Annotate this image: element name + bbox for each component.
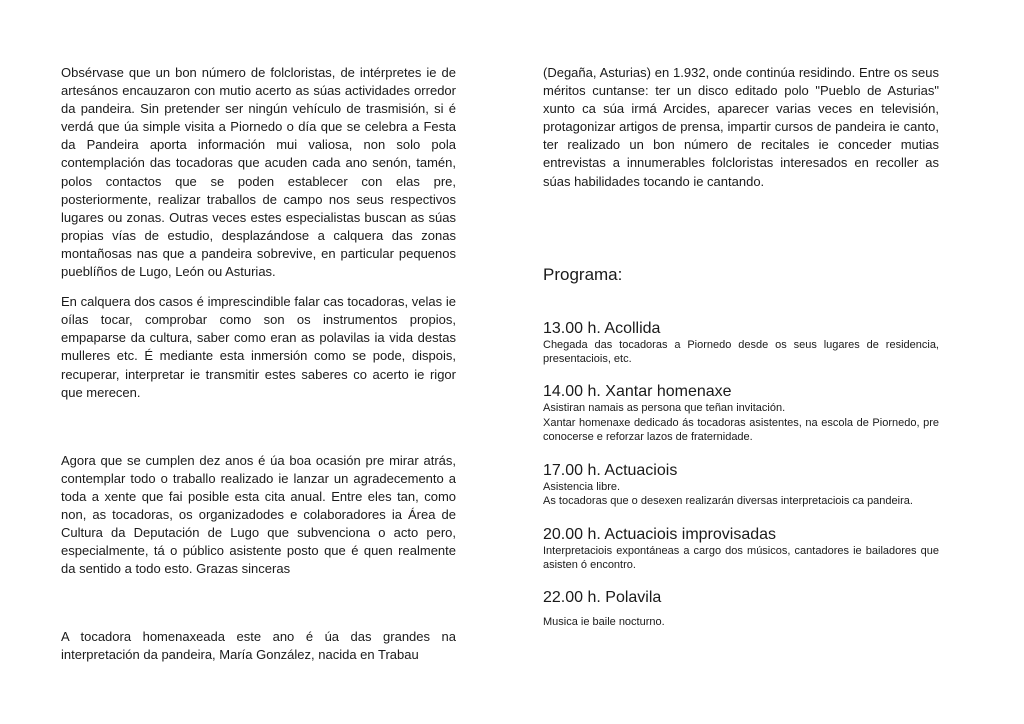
event-description: Asistencia libre. — [543, 480, 621, 493]
event-title: 17.00 h. Actuaciois — [543, 461, 678, 479]
left-column — [61, 64, 456, 665]
event-acollida — [543, 319, 939, 367]
paragraph-biografia: (Degaña, Asturias) en 1.932, onde continúa residindo. Entre os seus méritos cuntanse: ter un disco editado polo "Pueblo de Asturias" xunto ca súa irmá Arcides, aparecer varias veces en televisión, protagonizar artigos de prensa, impartir cursos de pandeira ie canto, ter realizado un bon número de recitales ie conceder mutias entrevistas a innumerables folcloristas interesados en recoller as súas habilidades tocando ie cantando. — [543, 65, 939, 189]
paragraph-folcloristas: Obsérvase que un bon número de folcloristas, de intérpretes ie de artesános encauzaron con mutio acerto as súas actividades orredor da pandeira. Sin pretender ser ningún vehículo de trasmisión, si é verdá que úa simple visita a Piornedo o día que se celebra a Festa da Pandeira aporta información mui valiosa, non solo pola contemplación das tocadoras que acuden cada ano senón, tamén, polos contactos que se poden establecer con elas pre, posteriormente, realizar traballos de campo nos seus respectivos lugares ou zonas. Outras veces estes especialistas buscan as súas propias vías de estudio, desplazándose a calquera das zonas montañosas nas que a pandeira sobrevive, en particular pequenos pueblíños de Lugo, León ou Asturias. — [61, 65, 456, 280]
event-title: 20.00 h. Actuaciois improvisadas — [543, 525, 777, 543]
paragraph-tocadoras: En calquera dos casos é imprescindible falar cas tocadoras, velas ie oílas tocar, comprobar como son os instrumentos propios, empaparse da cultura, saber como eran as polavilas ia vida destas mulleres etc. É mediante esta inmersión como se pode, dispois, recuperar, interpretar ie transmitir estes saberes co acerto ie rigor que merecen. — [61, 294, 456, 400]
event-xantar-homenaxe — [543, 382, 939, 444]
event-title: 22.00 h. Polavila — [543, 589, 662, 607]
paragraph-homenaxeada: A tocadora homenaxeada este ano é úa das grandes na interpretación da pandeira, María González, nacida en Trabau — [61, 629, 456, 663]
event-description: Chegada das tocadoras a Piornedo desde os seus lugares de residencia, presentaciois, etc. — [543, 338, 939, 366]
event-description: Interpretaciois expontáneas a cargo dos músicos, cantadores ie bailadores que asisten ó encontro. — [543, 544, 939, 571]
event-actuaciois-improvisadas — [543, 525, 939, 573]
event-description: Musica ie baile nocturno. — [543, 616, 665, 629]
event-description: Xantar homenaxe dedicado ás tocadoras asistentes, na escola de Piornedo, pre conocerse e reforzar lazos de fraternidade. — [543, 416, 939, 444]
event-actuaciois — [543, 461, 939, 509]
programa-heading: Programa: — [543, 264, 623, 284]
right-column — [543, 64, 939, 646]
event-polavila — [543, 588, 939, 629]
event-title: 13.00 h. Acollida — [543, 319, 661, 337]
paragraph-agradecemento: Agora que se cumplen dez anos é úa boa ocasión pre mirar atrás, contemplar todo o traballo realizado ie lanzar un agradecemento a toda a xente que fai posible esta cita anual. Entre eles tan, como non, as tocadoras, os organizadodes e colaboradores ia Área de Cultura da Deputación de Lugo que subvenciona o acto pero, especialmente, tá o público asistente posto que é quen realmente da sentido a todo esto. Grazas sinceras — [61, 452, 456, 577]
event-description: As tocadoras que o desexen realizarán diversas interpretaciois ca pandeira. — [543, 495, 913, 508]
event-description: Asistiran namais as persona que teñan invitación. — [543, 402, 786, 415]
event-title: 14.00 h. Xantar homenaxe — [543, 383, 732, 401]
